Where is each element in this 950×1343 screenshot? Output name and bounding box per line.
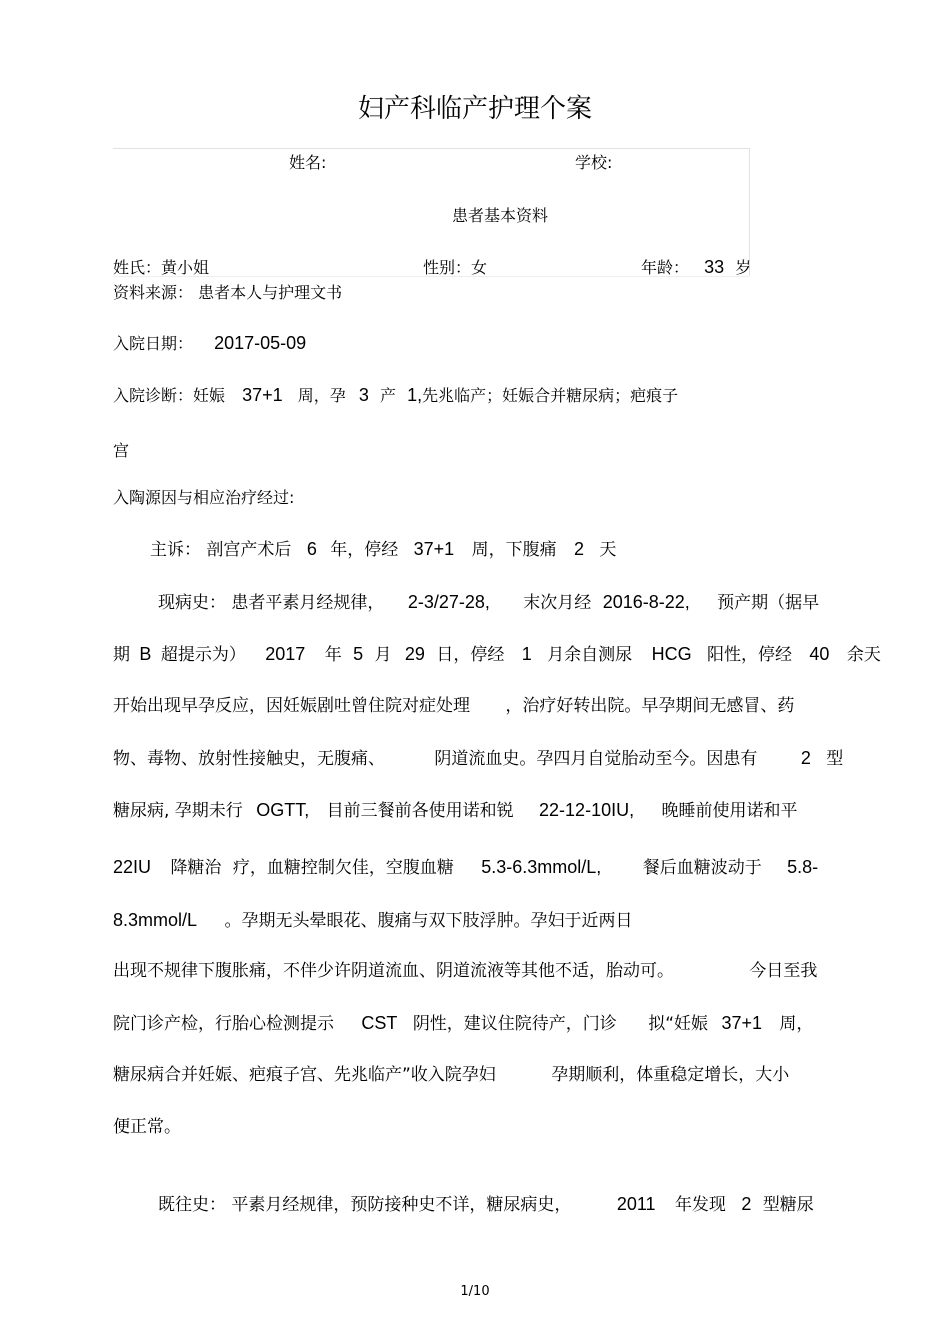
text-segment: CST — [361, 1013, 398, 1033]
text-segment: 日，停经 — [436, 645, 505, 665]
text-segment: 型 — [826, 749, 844, 769]
age-value: 33 — [704, 257, 725, 277]
text-segment: 晚睡前使用诺和平 — [661, 801, 798, 821]
diagnosis-continuation: 宫 — [113, 441, 130, 460]
text-segment: 5.8- — [787, 857, 819, 877]
document-title: 妇产科临产护理个案 — [357, 94, 592, 124]
name-label: 姓名: — [289, 153, 327, 172]
school-label: 学校: — [575, 153, 613, 172]
text-segment: 40 — [809, 644, 830, 664]
text-segment: 周，下腹痛 — [471, 540, 557, 560]
text-segment: 糖尿病 — [113, 801, 164, 821]
admission-label: 入院日期： — [113, 334, 194, 353]
text-segment: 余天 — [846, 645, 881, 665]
text-segment: 1, — [407, 385, 423, 405]
text-segment: 先兆临产；妊娠合并糖尿病；疤痕子 — [422, 386, 679, 405]
text-segment: , 孕期未行 — [164, 801, 243, 821]
reason-heading: 入陶源因与相应治疗经过: — [113, 488, 295, 507]
text-segment: 5.3-6.3mmol/L, — [481, 857, 602, 877]
text-segment: 超提示为） — [160, 645, 246, 665]
history-line-9 — [113, 1009, 813, 1038]
history-line-7 — [113, 906, 632, 935]
history-line-1 — [158, 588, 819, 617]
text-segment: 周， — [779, 1014, 814, 1034]
text-segment: 产 — [379, 386, 396, 405]
age-unit: 岁 — [735, 258, 752, 277]
text-segment: 2-3/27-28, — [407, 592, 490, 612]
text-segment: 月 — [374, 645, 392, 665]
text-segment: 月余自测尿 — [547, 645, 633, 665]
text-segment: B — [139, 644, 152, 664]
patient-name: 姓氏：黄小姐 — [113, 258, 210, 277]
history-line-3 — [113, 692, 794, 720]
text-segment: 1 — [521, 644, 532, 664]
text-segment: 糖尿病合并妊娠、疤痕子宫、先兆临产”收入院孕妇 — [113, 1065, 496, 1085]
text-segment: 2 — [574, 539, 585, 559]
text-segment: 目前三餐前各使用诺和锐 — [326, 801, 514, 821]
text-segment: 3 — [358, 385, 369, 405]
text-segment: 降糖治 — [170, 858, 222, 878]
text-segment: 2011 — [616, 1194, 656, 1214]
text-segment: 29 — [404, 644, 425, 664]
text-segment: 预产期（据早 — [717, 593, 820, 613]
history-line-8 — [113, 957, 817, 985]
diagnosis-line — [113, 383, 678, 406]
admission-date-row — [113, 331, 306, 354]
chief-complaint — [150, 535, 616, 564]
text-segment: 37+1 — [413, 539, 455, 559]
text-segment: 出现不规律下腹胀痛，不伴少许阴道流血、阴道流液等其他不适，胎动可。 — [113, 961, 674, 981]
text-segment: 5 — [353, 644, 364, 664]
header-top-border — [113, 148, 749, 149]
text-segment: 阴性，建议住院待产，门诊 — [412, 1014, 617, 1034]
patient-gender: 性别：女 — [423, 258, 488, 277]
section-title: 患者基本资料 — [452, 206, 549, 225]
text-segment: 阳性，停经 — [707, 645, 792, 665]
page-number: 1/10 — [460, 1284, 490, 1299]
text-segment: 末次月经 — [523, 593, 592, 613]
history-line-11: 便正常。 — [113, 1117, 181, 1137]
text-segment: 2 — [800, 748, 811, 768]
data-source: 资料来源： 患者本人与护理文书 — [113, 283, 343, 302]
text-segment: 院门诊产检，行胎心检测提示 — [113, 1014, 334, 1034]
history-line-2 — [113, 640, 881, 669]
text-segment: 阴道流血史。孕四月自觉胎动至今。因患有 — [434, 749, 758, 769]
text-segment: 37+1 — [721, 1013, 762, 1033]
text-segment: 年，停经 — [330, 540, 399, 560]
past-history-line — [158, 1190, 814, 1219]
text-segment: 8.3mmol/L — [113, 910, 198, 930]
text-segment: 。孕期无头晕眼花、腹痛与双下肢浮肿。孕妇于近两日 — [224, 911, 633, 931]
text-segment: 物、毒物、放射性接触史，无腹痛、 — [113, 749, 385, 769]
text-segment: 22-12-10IU, — [539, 800, 635, 820]
text-segment: 天 — [599, 540, 617, 560]
text-segment: 孕期顺利，体重稳定增长，大小 — [551, 1065, 790, 1085]
history-line-5 — [113, 796, 798, 825]
text-segment: 年发现 — [674, 1195, 726, 1215]
text-segment: 今日至我 — [749, 961, 818, 981]
text-segment: 22IU — [113, 857, 152, 877]
text-segment: 2017 — [265, 644, 306, 664]
admission-date: 2017-05-09 — [214, 333, 307, 353]
text-segment: ，治疗好转出院。早孕期间无感冒、药 — [505, 696, 795, 716]
history-line-10 — [113, 1061, 789, 1089]
text-segment: 疗，血糖控制欠佳，空腹血糖 — [232, 858, 454, 878]
text-segment: 期 — [113, 645, 130, 665]
text-segment: HCG — [651, 644, 692, 664]
text-segment: 现病史： 患者平素月经规律， — [158, 593, 385, 613]
text-segment: 37+1 — [242, 385, 283, 405]
patient-age — [641, 255, 751, 278]
text-segment: 开始出现早孕反应，因妊娠剧吐曾住院对症处理 — [113, 696, 470, 716]
text-segment: 入院诊断：妊娠 — [113, 386, 226, 405]
text-segment: 2016-8-22, — [602, 592, 690, 612]
text-segment: 拟“妊娠 — [648, 1014, 709, 1034]
history-line-6 — [113, 853, 818, 882]
text-segment: 周，孕 — [297, 386, 346, 405]
text-segment: 2 — [741, 1194, 752, 1214]
text-segment: 年 — [324, 645, 342, 665]
text-segment: OGTT, — [256, 800, 310, 820]
text-segment: 主诉： 剖宫产术后 — [150, 540, 292, 560]
age-label: 年龄： — [641, 258, 690, 277]
history-line-4 — [113, 744, 843, 773]
text-segment: 餐后血糖波动于 — [642, 858, 762, 878]
text-segment: 型糖尿 — [762, 1195, 814, 1215]
text-segment: 既往史： 平素月经规律，预防接种史不详，糖尿病史， — [158, 1195, 572, 1215]
text-segment: 6 — [306, 539, 317, 559]
